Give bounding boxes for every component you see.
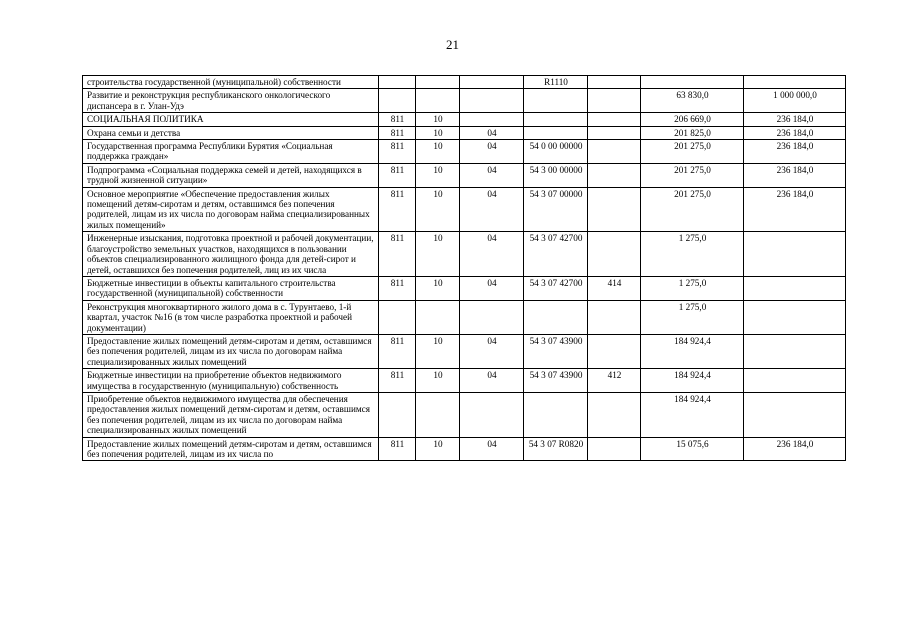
subsection-code-cell [460, 392, 524, 437]
grbs-code-cell: 811 [379, 334, 416, 368]
item-name-cell: Бюджетные инвестиции в объекты капитального строительства государственной (муниципальной) собственности [83, 276, 379, 300]
subsection-code-cell: 04 [460, 437, 524, 461]
amount-year1-cell: 184 924,4 [641, 369, 744, 393]
item-name-cell: Предоставление жилых помещений детям-сиротам и детям, оставшимся без попечения родителей, лицам из их числа по договорам найма специализированных жилых помещений [83, 334, 379, 368]
amount-year1-cell: 1 275,0 [641, 300, 744, 334]
grbs-code-cell: 811 [379, 113, 416, 126]
item-name-cell: строительства государственной (муниципальной) собственности [83, 76, 379, 89]
amount-year2-cell [744, 76, 846, 89]
section-code-cell: 10 [416, 334, 460, 368]
item-name-cell: Бюджетные инвестиции на приобретение объектов недвижимого имущества в государственную (муниципальную) собственность [83, 369, 379, 393]
expense-type-cell [588, 163, 641, 187]
subsection-code-cell: 04 [460, 140, 524, 164]
table-row [83, 89, 846, 113]
grbs-code-cell: 811 [379, 187, 416, 232]
amount-year1-cell: 1 275,0 [641, 232, 744, 277]
target-article-cell [524, 392, 588, 437]
item-name-cell: Охрана семьи и детства [83, 126, 379, 139]
amount-year1-cell: 201 275,0 [641, 187, 744, 232]
table-row [83, 369, 846, 393]
expense-type-cell: 414 [588, 276, 641, 300]
table-row [83, 392, 846, 437]
grbs-code-cell [379, 89, 416, 113]
section-code-cell: 10 [416, 369, 460, 393]
section-code-cell: 10 [416, 437, 460, 461]
amount-year2-cell [744, 334, 846, 368]
target-article-cell: R1110 [524, 76, 588, 89]
item-name-cell: Государственная программа Республики Бурятия «Социальная поддержка граждан» [83, 140, 379, 164]
target-article-cell: 54 3 07 00000 [524, 187, 588, 232]
table-row [83, 76, 846, 89]
expense-type-cell [588, 140, 641, 164]
grbs-code-cell [379, 76, 416, 89]
expense-type-cell [588, 437, 641, 461]
subsection-code-cell: 04 [460, 126, 524, 139]
section-code-cell [416, 89, 460, 113]
item-name-cell: Предоставление жилых помещений детям-сиротам и детям, оставшимся без попечения родителей, лицам из их числа по [83, 437, 379, 461]
item-name-cell: Инженерные изыскания, подготовка проектной и рабочей документации, благоустройство земельных участков, находящихся в пользовании объектов специализированного жилищного фонда для детей-сирот и детей, оставшихся без попечения родителей, лиц из их числа [83, 232, 379, 277]
table-row [83, 187, 846, 232]
grbs-code-cell: 811 [379, 437, 416, 461]
section-code-cell: 10 [416, 187, 460, 232]
item-name-cell: Развитие и реконструкция республиканского онкологического диспансера в г. Улан-Удэ [83, 89, 379, 113]
item-name-cell: Подпрограмма «Социальная поддержка семей и детей, находящихся в трудной жизненной ситуации» [83, 163, 379, 187]
subsection-code-cell: 04 [460, 334, 524, 368]
expense-type-cell [588, 76, 641, 89]
amount-year1-cell: 184 924,4 [641, 334, 744, 368]
amount-year1-cell: 63 830,0 [641, 89, 744, 113]
amount-year1-cell: 201 275,0 [641, 140, 744, 164]
target-article-cell: 54 3 07 R0820 [524, 437, 588, 461]
item-name-cell: Приобретение объектов недвижимого имущества для обеспечения предоставления жилых помещений детям-сиротам и детям, оставшимся без попечения родителей, лицам из их числа по договорам найма специализированных жилых помещений [83, 392, 379, 437]
amount-year1-cell: 206 669,0 [641, 113, 744, 126]
amount-year2-cell: 236 184,0 [744, 126, 846, 139]
target-article-cell: 54 3 07 43900 [524, 334, 588, 368]
target-article-cell: 54 3 07 43900 [524, 369, 588, 393]
target-article-cell [524, 113, 588, 126]
amount-year2-cell: 1 000 000,0 [744, 89, 846, 113]
amount-year2-cell [744, 300, 846, 334]
subsection-code-cell: 04 [460, 187, 524, 232]
section-code-cell: 10 [416, 163, 460, 187]
expense-type-cell [588, 126, 641, 139]
grbs-code-cell: 811 [379, 232, 416, 277]
item-name-cell: Основное мероприятие «Обеспечение предоставления жилых помещений детям-сиротам и детям, оставшимся без попечения родителей, лицам из их числа по договорам найма специализированных жилых помещений» [83, 187, 379, 232]
table-row [83, 334, 846, 368]
amount-year2-cell [744, 392, 846, 437]
amount-year1-cell: 184 924,4 [641, 392, 744, 437]
section-code-cell: 10 [416, 113, 460, 126]
grbs-code-cell: 811 [379, 163, 416, 187]
amount-year1-cell [641, 76, 744, 89]
amount-year2-cell: 236 184,0 [744, 113, 846, 126]
table-row [83, 126, 846, 139]
grbs-code-cell: 811 [379, 276, 416, 300]
subsection-code-cell [460, 113, 524, 126]
subsection-code-cell: 04 [460, 232, 524, 277]
grbs-code-cell [379, 300, 416, 334]
grbs-code-cell: 811 [379, 369, 416, 393]
target-article-cell: 54 0 00 00000 [524, 140, 588, 164]
item-name-cell: СОЦИАЛЬНАЯ ПОЛИТИКА [83, 113, 379, 126]
section-code-cell: 10 [416, 232, 460, 277]
target-article-cell [524, 126, 588, 139]
subsection-code-cell [460, 76, 524, 89]
amount-year2-cell: 236 184,0 [744, 140, 846, 164]
subsection-code-cell: 04 [460, 276, 524, 300]
section-code-cell [416, 300, 460, 334]
expense-type-cell: 412 [588, 369, 641, 393]
expense-type-cell [588, 232, 641, 277]
item-name-cell: Реконструкция многоквартирного жилого дома в с. Турунтаево, 1-й квартал, участок №16 (в том числе разработка проектной и рабочей документации) [83, 300, 379, 334]
amount-year2-cell: 236 184,0 [744, 187, 846, 232]
expense-type-cell [588, 187, 641, 232]
section-code-cell [416, 76, 460, 89]
expense-type-cell [588, 392, 641, 437]
target-article-cell [524, 89, 588, 113]
grbs-code-cell: 811 [379, 126, 416, 139]
amount-year1-cell: 201 825,0 [641, 126, 744, 139]
section-code-cell: 10 [416, 276, 460, 300]
amount-year1-cell: 1 275,0 [641, 276, 744, 300]
subsection-code-cell [460, 89, 524, 113]
target-article-cell: 54 3 00 00000 [524, 163, 588, 187]
expense-type-cell [588, 334, 641, 368]
amount-year1-cell: 201 275,0 [641, 163, 744, 187]
table-row [83, 437, 846, 461]
amount-year2-cell [744, 276, 846, 300]
amount-year1-cell: 15 075,6 [641, 437, 744, 461]
target-article-cell: 54 3 07 42700 [524, 232, 588, 277]
table-row [83, 232, 846, 277]
grbs-code-cell: 811 [379, 140, 416, 164]
expense-type-cell [588, 300, 641, 334]
table-row [83, 276, 846, 300]
target-article-cell [524, 300, 588, 334]
table-row [83, 113, 846, 126]
section-code-cell [416, 392, 460, 437]
table-row [83, 163, 846, 187]
budget-table [82, 75, 846, 461]
amount-year2-cell [744, 232, 846, 277]
expense-type-cell [588, 113, 641, 126]
amount-year2-cell: 236 184,0 [744, 437, 846, 461]
target-article-cell: 54 3 07 42700 [524, 276, 588, 300]
page-number: 21 [446, 37, 459, 52]
expense-type-cell [588, 89, 641, 113]
amount-year2-cell [744, 369, 846, 393]
table-row [83, 140, 846, 164]
table-row [83, 300, 846, 334]
section-code-cell: 10 [416, 140, 460, 164]
subsection-code-cell: 04 [460, 369, 524, 393]
grbs-code-cell [379, 392, 416, 437]
subsection-code-cell: 04 [460, 163, 524, 187]
subsection-code-cell [460, 300, 524, 334]
amount-year2-cell: 236 184,0 [744, 163, 846, 187]
section-code-cell: 10 [416, 126, 460, 139]
